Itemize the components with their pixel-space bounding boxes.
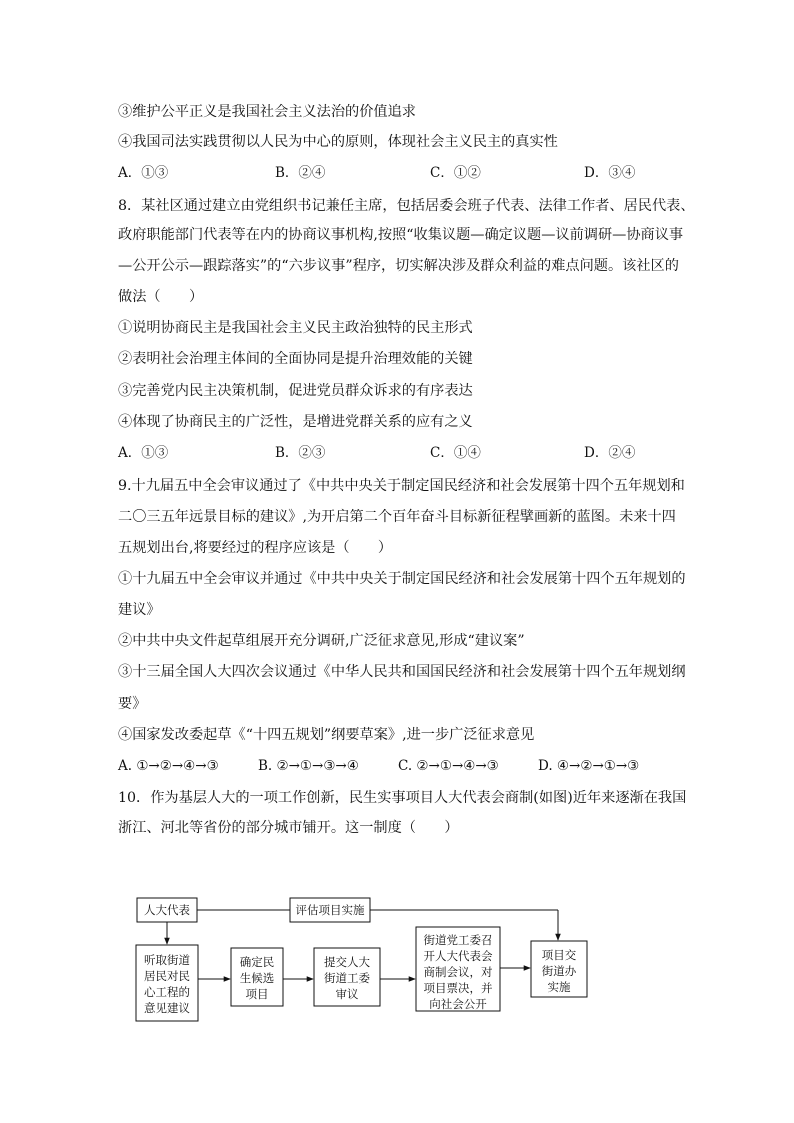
step-2-line-2: 生候选 [239, 971, 275, 985]
q7-item-4: ④我国司法实践贯彻以人民为中心的原则，体现社会主义民主的真实性 [118, 134, 558, 150]
q8-item-3: ③完善党内民主决策机制，促进党员群众诉求的有序表达 [118, 383, 473, 399]
step-2-line-3: 项目 [245, 987, 269, 1001]
step-1-line-2: 居民对民 [144, 969, 190, 983]
step-4-line-2: 开人大代表会 [423, 949, 493, 963]
q9-option-b: B. ②→①→③→④ [258, 758, 359, 774]
q8-stem-line-2: 政府职能部门代表等在内的协商议事机构,按照“收集议题—确定议题—议前调研—协商议事 [118, 227, 684, 243]
q9-option-c: C. ②→①→④→③ [398, 758, 499, 774]
q7-item-3: ③维护公平正义是我国社会主义法治的价值追求 [118, 104, 416, 120]
q8-option-b: B．②③ [275, 445, 326, 461]
step-3-line-2: 街道工委 [324, 971, 370, 985]
q7-option-c: C．①② [430, 165, 481, 181]
step-4-line-4: 项目票决，并 [423, 981, 493, 995]
step-2-line-1: 确定民 [239, 955, 275, 969]
q8-item-2: ②表明社会治理主体间的全面协同是提升治理效能的关键 [118, 351, 473, 367]
step-3-line-3: 审议 [335, 987, 359, 1001]
q9-item-4: ④国家发改委起草《“十四五规划”纲要草案》,进一步广泛征求意见 [118, 727, 535, 743]
step-1-line-1: 听取街道 [144, 953, 190, 967]
step-4-line-1: 街道党工委召 [423, 933, 493, 947]
step-4-line-3: 商制会议，对 [423, 965, 493, 979]
q9-item-2: ②中共中央文件起草组展开充分调研,广泛征求意见,形成“建议案” [118, 633, 525, 649]
step-5-line-1: 项目交 [541, 948, 577, 962]
eval-label: 评估项目实施 [295, 903, 365, 917]
q10-stem-line-1: 10．作为基层人大的一项工作创新，民生实事项目人大代表会商制(如图)近年来逐渐在我国 [118, 790, 687, 806]
q8-item-1: ①说明协商民主是我国社会主义民主政治独特的民主形式 [118, 320, 473, 336]
q8-item-4: ④体现了协商民主的广泛性，是增进党群关系的应有之义 [118, 414, 473, 430]
step-5-line-2: 街道办 [541, 964, 577, 978]
q8-stem-line-3: —公开公示—跟踪落实”的“六步议事”程序，切实解决涉及群众利益的难点问题。该社区的 [118, 258, 679, 274]
step-5-line-3: 实施 [547, 980, 571, 994]
q8-stem-line-4: 做法（ ） [118, 289, 204, 305]
step-3-line-1: 提交人大 [324, 955, 370, 969]
rep-label: 人大代表 [144, 903, 190, 917]
q9-item-3: ③十三届全国人大四次会议通过《中华人民共和国国民经济和社会发展第十四个五年规划纲 [118, 664, 686, 680]
q8-option-a: A．①③ [118, 445, 169, 461]
q7-option-b: B．②④ [275, 165, 326, 181]
q9-item-1-cont: 建议》 [118, 602, 161, 618]
q7-option-a: A．①③ [118, 165, 169, 181]
q9-stem-line-1: 9.十九届五中全会审议通过了《中共中央关于制定国民经济和社会发展第十四个五年规划和 [118, 478, 685, 494]
q8-option-d: D．②④ [584, 445, 636, 461]
q8-option-c: C．①④ [430, 445, 481, 461]
q9-stem-line-3: 五规划出台,将要经过的程序应该是（ ） [118, 540, 393, 556]
step-1-line-4: 意见建议 [144, 1001, 190, 1015]
step-1-line-3: 心工程的 [144, 985, 190, 999]
q9-item-1: ①十九届五中全会审议并通过《中共中央关于制定国民经济和社会发展第十四个五年规划的 [118, 571, 686, 587]
q9-stem-line-2: 二〇三五年远景目标的建议》,为开启第二个百年奋斗目标新征程擘画新的蓝图。未来十四 [118, 509, 676, 525]
q10-stem-line-2: 浙江、河北等省份的部分城市铺开。这一制度（ ） [118, 820, 459, 836]
q8-stem-line-1: 8．某社区通过建立由党组织书记兼任主席，包括居委会班子代表、法律工作者、居民代表、 [118, 198, 695, 214]
q9-item-3-cont: 要》 [118, 696, 147, 712]
step-4-line-5: 向社会公开 [429, 997, 487, 1011]
q7-option-d: D．③④ [584, 165, 636, 181]
q9-option-a: A. ①→②→④→③ [118, 758, 219, 774]
q9-option-d: D. ④→②→①→③ [538, 758, 640, 774]
